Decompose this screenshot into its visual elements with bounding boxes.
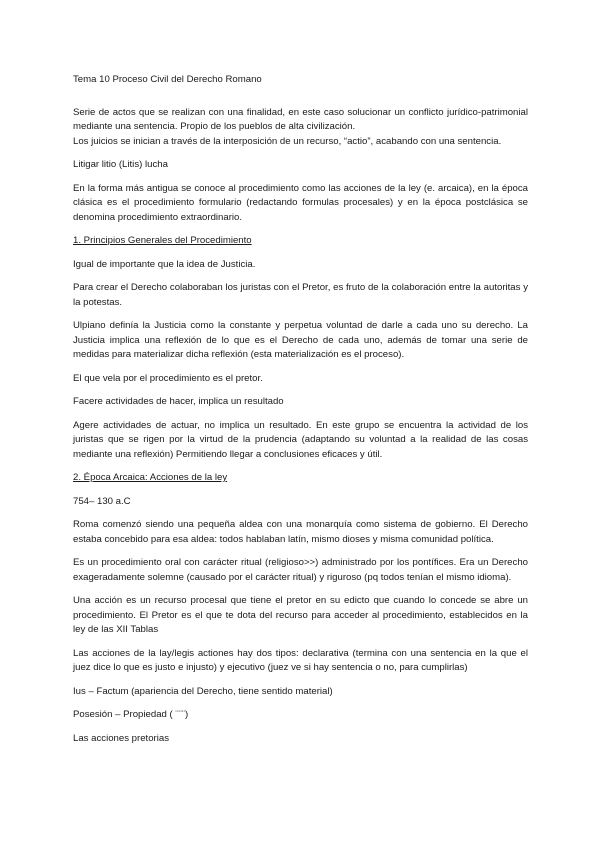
paragraph: Ulpiano definía la Justicia como la constante y perpetua voluntad de darle a cada uno su derecho. La Justicia implica una reflexión de lo que es el Derecho de cada uno, además de tomar una serie de medidas para materializar dicha reflexión (esta materialización es el proceso). <box>73 320 528 360</box>
section-heading-principios: 1. Principios Generales del Procedimiento <box>73 235 252 246</box>
paragraph-intro-1: Serie de actos que se realizan con una finalidad, en este caso solucionar un conflicto jurídico-patrimonial mediante una sentencia. Propio de los pueblos de alta civilización. <box>73 106 528 132</box>
paragraph: Para crear el Derecho colaboraban los juristas con el Pretor, es fruto de la colaboración entre la autoritas y la potestas. <box>73 282 528 308</box>
paragraph-dates: 754– 130 a.C <box>73 495 131 507</box>
paragraph-forma: En la forma más antigua se conoce al procedimiento como las acciones de la ley (e. arcaica), en la época clásica es el procedimiento formulario (redactando formulas procesales) y en la época postclásica se denomina procedimiento extraordinario. <box>73 182 528 223</box>
document-body <box>73 73 528 755</box>
paragraph-litigar: Litigar litio (Litis) lucha <box>73 159 168 170</box>
paragraph: Una acción es un recurso procesal que tiene el pretor en su edicto que cuando lo concede se abre un procedimiento. El Pretor es el que te dota del recurso para acceder al procedimiento, establecidos en la ley de las XII Tablas <box>73 595 528 635</box>
paragraph: Igual de importante que la idea de Justicia. <box>73 258 256 270</box>
paragraph: El que vela por el procedimiento es el pretor. <box>73 372 263 384</box>
document-title: Tema 10 Proceso Civil del Derecho Romano <box>73 74 262 85</box>
paragraph: Agere actividades de actuar, no implica un resultado. En este grupo se encuentra la actividad de los juristas que se rigen por la virtud de la prudencia (adaptando su voluntad a la realidad de las cosas mediante una reflexión) Permitiendo llegar a conclusiones eficaces y útil. <box>73 419 528 460</box>
paragraph: Las acciones de la lay/legis actiones hay dos tipos: declarativa (termina con una sentencia en la que el juez dice lo que es justo e injusto) y ejecutivo (juez ve si hay sentencia o no, para cumplirlas) <box>73 647 528 673</box>
paragraph-intro-2: Los juicios se inician a través de la interposición de un recurso, “actio”, acabando con una sentencia. <box>73 135 502 147</box>
paragraph: Posesión – Propiedad ( ¨¨¨) <box>73 709 189 720</box>
paragraph: Es un procedimiento oral con carácter ritual (religioso>>) administrado por los pontífices. Era un Derecho exageradamente solemne (causado por el carácter ritual) y riguroso (pq todos tenían el mismo idioma). <box>73 557 528 583</box>
paragraph: Las acciones pretorias <box>73 732 169 744</box>
paragraph: Roma comenzó siendo una pequeña aldea con una monarquía como sistema de gobierno. El Derecho estaba concebido para esa aldea: todos hablaban latín, mismo dioses y misma comunidad política. <box>73 519 528 545</box>
paragraph: Facere actividades de hacer, implica un resultado <box>73 396 284 407</box>
section-heading-epoca-arcaica: 2. Época Arcaica: Acciones de la ley <box>73 472 228 483</box>
paragraph: Ius – Factum (apariencia del Derecho, tiene sentido material) <box>73 685 333 697</box>
